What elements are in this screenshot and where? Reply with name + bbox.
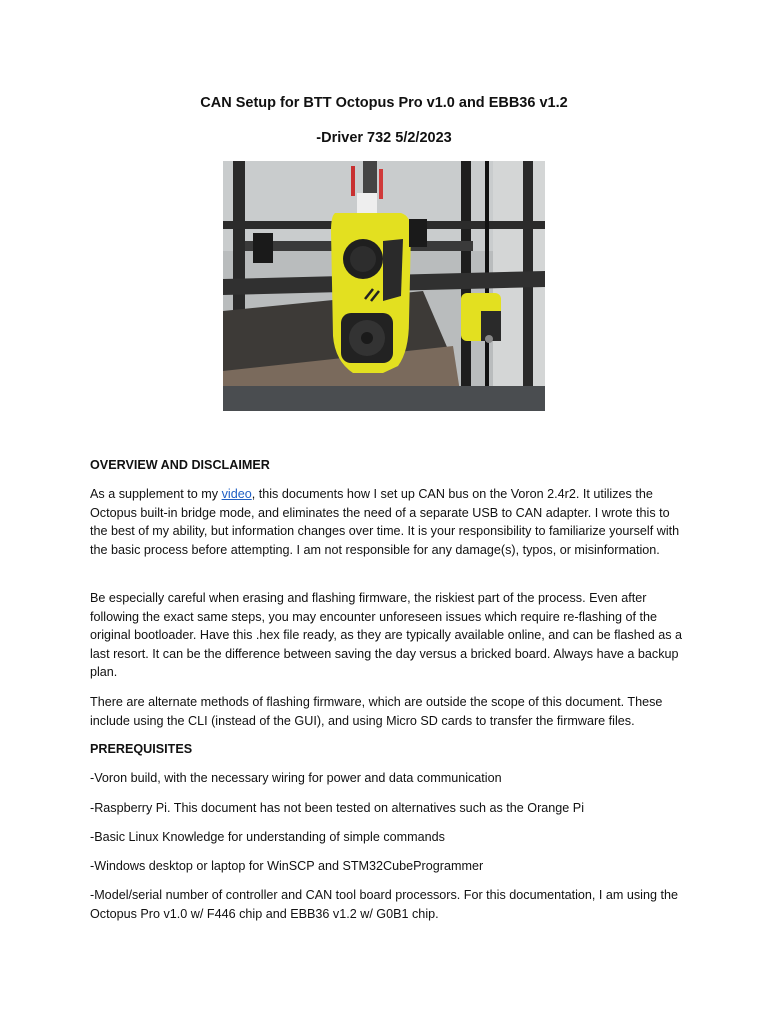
overview-paragraph-3: There are alternate methods of flashing firmware, which are outside the scope of this document. These include using the CLI (instead of the GUI), and using Micro SD cards to transfer the firmware files. <box>90 695 663 728</box>
overview-p1-text-before: As a supplement to my <box>90 487 222 501</box>
document-subtitle: -Driver 732 5/2/2023 <box>316 130 452 146</box>
prerequisite-item: -Windows desktop or laptop for WinSCP and STM32CubeProgrammer <box>90 859 484 873</box>
prerequisite-item: -Basic Linux Knowledge for understanding of simple commands <box>90 830 445 844</box>
overview-paragraph-1 <box>90 485 686 559</box>
prerequisite-item: -Model/serial number of controller and CAN tool board processors. For this documentation, I am using the Octopus Pro v1.0 w/ F446 chip and EBB36 v1.2 w/ G0B1 chip. <box>90 888 678 921</box>
overview-paragraph-2: Be especially careful when erasing and flashing firmware, the riskiest part of the process. Even after following the exact same steps, you may encounter unforeseen issues which require re-flashing of the original bootloader. Have this .hex file ready, as they are typically available online, and can be flashed as a last resort. It can be the difference between saving the day versus a bricked board. Always have a backup plan. <box>90 591 683 680</box>
prerequisite-item: -Voron build, with the necessary wiring for power and data communication <box>90 771 502 785</box>
overview-heading: OVERVIEW AND DISCLAIMER <box>90 458 270 472</box>
prerequisites-heading: PREREQUISITES <box>90 742 193 756</box>
document-title: CAN Setup for BTT Octopus Pro v1.0 and EBB36 v1.2 <box>200 95 568 111</box>
printer-toolhead-photo <box>223 161 545 411</box>
prerequisite-item: -Raspberry Pi. This document has not been tested on alternatives such as the Orange Pi <box>90 801 584 815</box>
video-link[interactable]: video <box>221 487 252 501</box>
overview-p1-text-after: , this documents how I set up CAN bus on the Voron 2.4r2. It utilizes the Octopus built-in bridge mode, and eliminates the need of a separate USB to CAN adapter. I wrote this to the best of my ability, but information changes over time. It is your responsibility to familiarize yourself with the basic process before attempting. I am not responsible for any damage(s), typos, or misinformation. <box>90 487 680 557</box>
